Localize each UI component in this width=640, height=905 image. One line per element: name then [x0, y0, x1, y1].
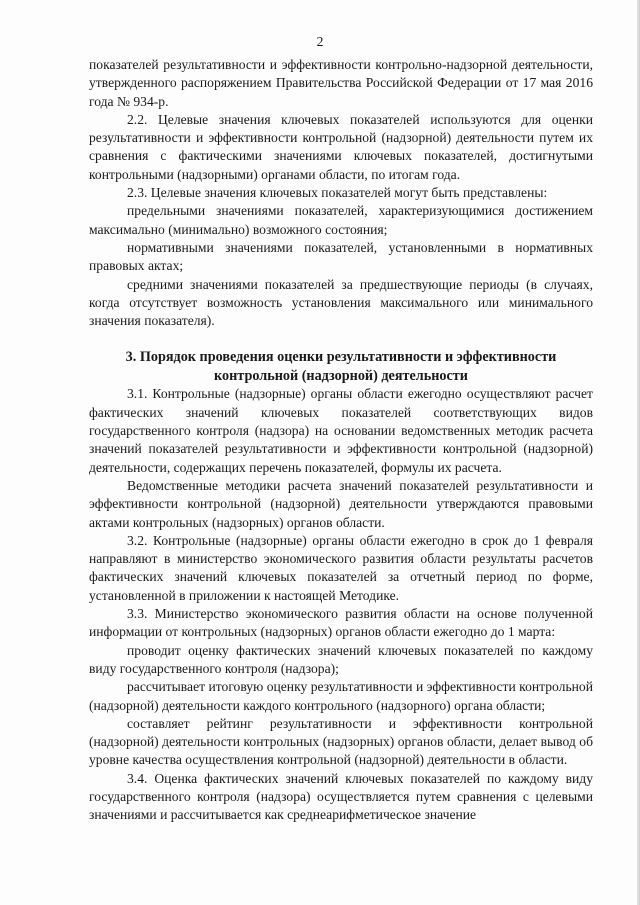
section-3-title-line-1: 3. Порядок проведения оценки результативности и эффективности	[125, 349, 557, 366]
page-number: 2	[316, 34, 324, 49]
document-body	[89, 56, 593, 825]
paragraph-2-3-item-2: нормативными значениями показателей, установленными в нормативных правовых актах;	[89, 239, 593, 274]
paragraph-2-2: 2.2. Целевые значения ключевых показателей используются для оценки результативности и эффективности контрольной (надзорной) деятельности путем их сравнения с фактическими значениями ключевых показателей, достигнутыми контрольными (надзорными) органами области, по итогам года.	[89, 111, 593, 182]
paragraph-3-3: 3.3. Министерство экономического развития области на основе полученной информации от контрольных (надзорных) органов области ежегодно до 1 марта:	[89, 606, 593, 640]
paragraph-3-2: 3.2. Контрольные (надзорные) органы области ежегодно в срок до 1 февраля направляют в министерство экономического развития области результаты расчетов фактических значений ключевых показателей за отчетный период по форме, установленной в приложении к настоящей Методике.	[89, 532, 593, 603]
paragraph-3-3-item-2: рассчитывает итоговую оценку результативности и эффективности контрольной (надзорной) деятельности каждого контрольного (надзорного) органа области;	[89, 679, 593, 713]
paragraph-3-3-item-3: составляет рейтинг результативности и эффективности контрольной (надзорной) деятельности контрольных (надзорных) органов области, делает вывод об уровне качества осуществления контрольной (надзорной) деятельности в области.	[89, 715, 593, 768]
paragraph-3-1: 3.1. Контрольные (надзорные) органы области ежегодно осуществляют расчет фактических значений ключевых показателей соответствующих видов государственного контроля (надзора) на основании ведомственных методик расчета значений показателей результативности и эффективности контрольной (надзорной) деятельности, содержащих перечень показателей, формулы их расчета.	[89, 386, 593, 475]
paragraph-3-3-item-1: проводит оценку фактических значений ключевых показателей по каждому виду государственного контроля (надзора);	[89, 642, 593, 676]
paragraph-3-1-methods: Ведомственные методики расчета значений показателей результативности и эффективности контрольной (надзорной) деятельности утверждаются правовыми актами контрольных (надзорных) органов области.	[89, 477, 593, 530]
paragraph-3-4: 3.4. Оценка фактических значений ключевых показателей по каждому виду государственного контроля (надзора) осуществляется путем сравнения с целевыми значениями и рассчитывается как среднеарифметическое значение	[89, 770, 593, 823]
section-3-heading	[89, 348, 593, 385]
paragraph-2-3-item-3: средними значениями показателей за предшествующие периоды (в случаях, когда отсутствует возможность установления максимального или минимального значения показателя).	[89, 276, 593, 329]
paragraph-2-3: 2.3. Целевые значения ключевых показателей могут быть представлены:	[127, 185, 548, 201]
paragraph-continuation: показателей результативности и эффективности контрольно-надзорной деятельности, утвержденного распоряжением Правительства Российской Федерации от 17 мая 2016 года № 934-р.	[89, 57, 593, 109]
section-3-title-line-2: контрольной (надзорной) деятельности	[214, 367, 468, 384]
paragraph-2-3-item-1: предельными значениями показателей, характеризующимися достижением максимально (минимально) возможного состояния;	[89, 203, 593, 237]
